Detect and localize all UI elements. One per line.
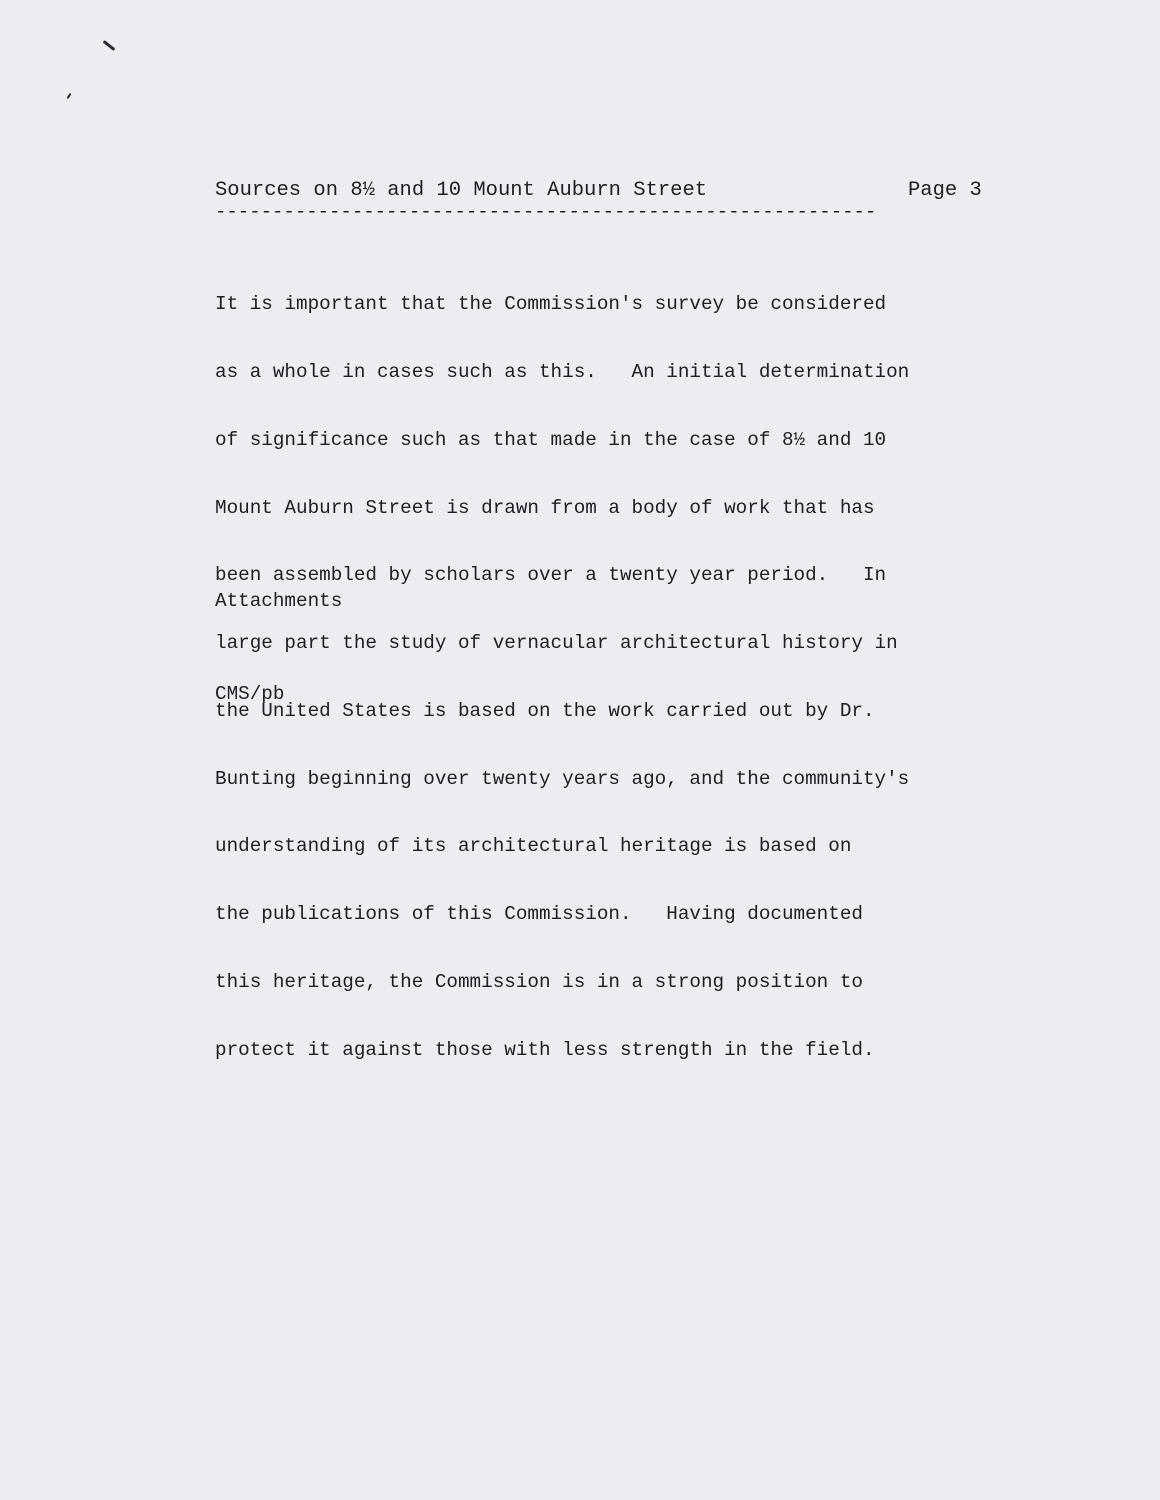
- author-initials: CMS/pb: [215, 683, 285, 705]
- attachments-label: Attachments: [215, 590, 343, 612]
- body-line: Mount Auburn Street is drawn from a body of work that has: [215, 496, 875, 519]
- body-line: protect it against those with less strength in the field.: [215, 1038, 875, 1061]
- scan-mark: [103, 40, 116, 51]
- body-line: large part the study of vernacular architectural history in: [215, 632, 898, 655]
- body-line: been assembled by scholars over a twenty year period. In: [215, 564, 887, 587]
- page-number: Page 3: [908, 179, 982, 202]
- body-line: this heritage, the Commission is in a strong position to: [215, 971, 863, 993]
- header-title: Sources on 8½ and 10 Mount Auburn Street: [215, 179, 708, 202]
- body-line: the United States is based on the work carried out by Dr.: [215, 699, 875, 722]
- body-line: of significance such as that made in the case of 8½ and 10: [215, 428, 887, 451]
- body-line: Bunting beginning over twenty years ago, and the community's: [215, 767, 910, 790]
- body-line: understanding of its architectural heritage is based on: [215, 835, 852, 858]
- body-paragraph: [215, 248, 1045, 1107]
- body-line: the publications of this Commission. Having documented: [215, 903, 863, 926]
- header-rule: ----------------------------------------------------------: [215, 202, 877, 222]
- scan-mark: [66, 93, 71, 99]
- body-line: as a whole in cases such as this. An initial determination: [215, 360, 910, 383]
- body-line: It is important that the Commission's survey be considered: [215, 293, 887, 316]
